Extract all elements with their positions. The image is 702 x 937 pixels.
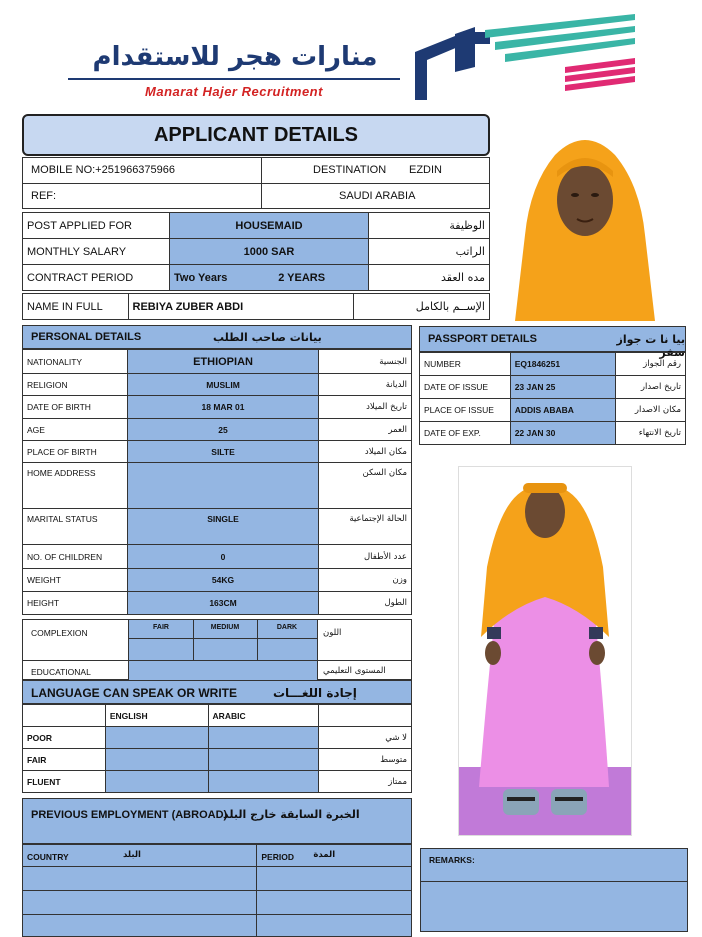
passport-issue-place: ADDIS ABABA xyxy=(510,399,615,422)
dob-value: 18 MAR 01 xyxy=(127,396,319,419)
name-table xyxy=(22,293,490,320)
logo-underline xyxy=(68,78,400,80)
logo-english-name: Manarat Hajer Recruitment xyxy=(145,84,323,99)
language-heading xyxy=(22,680,412,704)
language-table xyxy=(22,704,412,793)
personal-label: MARITAL STATUS xyxy=(23,509,128,545)
complexion-grid xyxy=(129,620,317,661)
complexion-label: COMPLEXION xyxy=(31,628,88,638)
personal-label-ar: تاريخ الميلاد xyxy=(319,396,412,419)
passport-heading-ar: بيا نا ت جواز سفر xyxy=(616,333,685,359)
complexion-label-ar: اللون xyxy=(323,628,342,638)
religion-value: MUSLIM xyxy=(127,374,319,396)
personal-label-ar: عدد الأطفال xyxy=(319,545,412,569)
personal-label: WEIGHT xyxy=(23,569,128,592)
job-label: MONTHLY SALARY xyxy=(23,239,170,265)
level-fair: FAIR xyxy=(23,749,106,771)
home-address-value xyxy=(127,463,319,509)
personal-label: NATIONALITY xyxy=(23,350,128,374)
period-header-ar: المدة xyxy=(313,850,336,860)
table-row xyxy=(23,891,412,915)
table-row xyxy=(23,396,412,419)
passport-issue-date: 23 JAN 25 xyxy=(510,376,615,399)
applicant-full-body-photo xyxy=(458,466,632,836)
personal-label: AGE xyxy=(23,419,128,441)
table-row xyxy=(23,569,412,592)
table-row xyxy=(23,419,412,441)
header-divider-h xyxy=(23,183,489,184)
name-label-ar: الإســم بالكامل xyxy=(354,294,490,320)
job-label: CONTRACT PERIOD xyxy=(23,265,170,291)
job-label-ar: الراتب xyxy=(369,239,490,265)
personal-label-ar: الجنسية xyxy=(319,350,412,374)
personal-label: DATE OF BIRTH xyxy=(23,396,128,419)
table-row xyxy=(23,350,412,374)
arabic-header: ARABIC xyxy=(208,705,319,727)
job-value: HOUSEMAID xyxy=(170,213,369,239)
place-of-birth-value: SILTE xyxy=(127,441,319,463)
passport-table xyxy=(419,352,686,445)
personal-label-ar: الحالة الإجتماعية xyxy=(319,509,412,545)
personal-label: HEIGHT xyxy=(23,592,128,615)
personal-label-ar: مكان السكن xyxy=(319,463,412,509)
educational-label-ar: المستوى التعليمي xyxy=(323,666,386,676)
level-fluent: FLUENT xyxy=(23,771,106,793)
page-title: APPLICANT DETAILS xyxy=(22,114,490,156)
job-value: 1000 SAR xyxy=(170,239,369,265)
table-row xyxy=(23,294,490,320)
table-row xyxy=(23,441,412,463)
personal-label-ar: وزن xyxy=(319,569,412,592)
country-header: COUNTRY xyxy=(27,851,69,862)
table-row xyxy=(23,463,412,509)
english-poor-cell xyxy=(105,727,208,749)
job-table xyxy=(22,212,490,291)
arabic-fluent-cell xyxy=(208,771,319,793)
house-logo-icon xyxy=(415,12,640,100)
personal-label-ar: الديانة xyxy=(319,374,412,396)
complexion-fair: FAIR xyxy=(153,624,169,631)
personal-label-ar: مكان الميلاد xyxy=(319,441,412,463)
english-fair-cell xyxy=(105,749,208,771)
table-row xyxy=(23,592,412,615)
level-fair-ar: متوسط xyxy=(319,749,412,771)
language-heading-ar: إجادة اللغـــات xyxy=(273,686,357,700)
table-row xyxy=(23,545,412,569)
level-poor-ar: لا شي xyxy=(319,727,412,749)
passport-label: DATE OF ISSUE xyxy=(420,376,511,399)
name-label: NAME IN FULL xyxy=(23,294,129,320)
employment-heading-text: PREVIOUS EMPLOYMENT (ABROAD) xyxy=(31,809,228,821)
table-row xyxy=(23,509,412,545)
table-row xyxy=(23,213,490,239)
language-heading-text: LANGUAGE CAN SPEAK OR WRITE xyxy=(31,686,238,700)
table-row xyxy=(23,265,490,291)
table-row xyxy=(23,867,412,891)
personal-label: HOME ADDRESS xyxy=(23,463,128,509)
table-row xyxy=(420,422,686,445)
logo xyxy=(60,10,640,100)
educational-label: EDUCATIONAL xyxy=(31,667,91,677)
ref-label: REF: xyxy=(31,190,57,202)
weight-value: 54KG xyxy=(127,569,319,592)
english-header: ENGLISH xyxy=(105,705,208,727)
marital-status-value: SINGLE xyxy=(127,509,319,545)
arabic-fair-cell xyxy=(208,749,319,771)
level-fluent-ar: ممتاز xyxy=(319,771,412,793)
arabic-poor-cell xyxy=(208,727,319,749)
passport-heading-text: PASSPORT DETAILS xyxy=(428,333,537,345)
passport-label-ar: رقم الجواز xyxy=(615,353,685,376)
remarks-label: REMARKS: xyxy=(429,855,475,865)
complexion-medium: MEDIUM xyxy=(210,624,240,631)
level-poor: POOR xyxy=(23,727,106,749)
table-row xyxy=(23,727,412,749)
remarks-box xyxy=(420,848,688,932)
passport-label: PLACE OF ISSUE xyxy=(420,399,511,422)
table-row xyxy=(23,845,412,867)
table-row xyxy=(23,771,412,793)
table-row xyxy=(420,376,686,399)
country-header-ar: البلد xyxy=(123,850,141,860)
passport-heading xyxy=(419,326,686,359)
table-row xyxy=(23,705,412,727)
age-value: 25 xyxy=(127,419,319,441)
table-row xyxy=(23,374,412,396)
job-label: POST APPLIED FOR xyxy=(23,213,170,239)
job-label-ar: مده العقد xyxy=(369,265,490,291)
personal-label-ar: العمر xyxy=(319,419,412,441)
personal-table xyxy=(22,349,412,615)
personal-heading-ar: بيانات صاحب الطلب xyxy=(213,331,322,344)
personal-label: RELIGION xyxy=(23,374,128,396)
complexion-row xyxy=(22,619,412,661)
ref-value: SAUDI ARABIA xyxy=(339,190,416,202)
passport-expiry-date: 22 JAN 30 xyxy=(510,422,615,445)
destination-code: EZDIN xyxy=(409,164,442,176)
english-fluent-cell xyxy=(105,771,208,793)
personal-label: PLACE OF BIRTH xyxy=(23,441,128,463)
job-value-secondary: 2 YEARS xyxy=(274,265,368,291)
mobile-number: MOBILE NO:+251966375966 xyxy=(31,164,176,176)
children-value: 0 xyxy=(127,545,319,569)
passport-label: DATE OF EXP. xyxy=(420,422,511,445)
personal-heading xyxy=(22,325,412,349)
job-value: Two Years xyxy=(170,265,275,291)
table-row xyxy=(23,749,412,771)
passport-label: NUMBER xyxy=(420,353,511,376)
applicant-portrait-photo xyxy=(495,115,675,321)
job-label-ar: الوظيفة xyxy=(369,213,490,239)
employment-table xyxy=(22,844,412,937)
table-row xyxy=(23,239,490,265)
nationality-value: ETHIOPIAN xyxy=(127,350,319,374)
employment-heading-ar: الخبرة السابقة خارج البلد xyxy=(223,808,360,821)
header-box xyxy=(22,157,490,209)
logo-arabic-name: منارات هجر للاستقدام xyxy=(92,42,378,72)
employment-heading xyxy=(22,798,412,844)
table-row xyxy=(23,915,412,937)
passport-number: EQ1846251 xyxy=(510,353,615,376)
height-value: 163CM xyxy=(127,592,319,615)
destination-label: DESTINATION xyxy=(313,164,387,176)
table-row xyxy=(420,353,686,376)
passport-label-ar: مكان الاصدار xyxy=(615,399,685,422)
personal-label-ar: الطول xyxy=(319,592,412,615)
personal-label: NO. OF CHILDREN xyxy=(23,545,128,569)
personal-heading-text: PERSONAL DETAILS xyxy=(31,331,142,343)
table-row xyxy=(420,399,686,422)
educational-row xyxy=(22,660,412,680)
passport-label-ar: تاريخ اصدار xyxy=(615,376,685,399)
period-header: PERIOD xyxy=(261,851,294,862)
complexion-dark: DARK xyxy=(276,624,298,631)
passport-label-ar: تاريخ الانتهاء xyxy=(615,422,685,445)
full-name: REBIYA ZUBER ABDI xyxy=(128,294,354,320)
